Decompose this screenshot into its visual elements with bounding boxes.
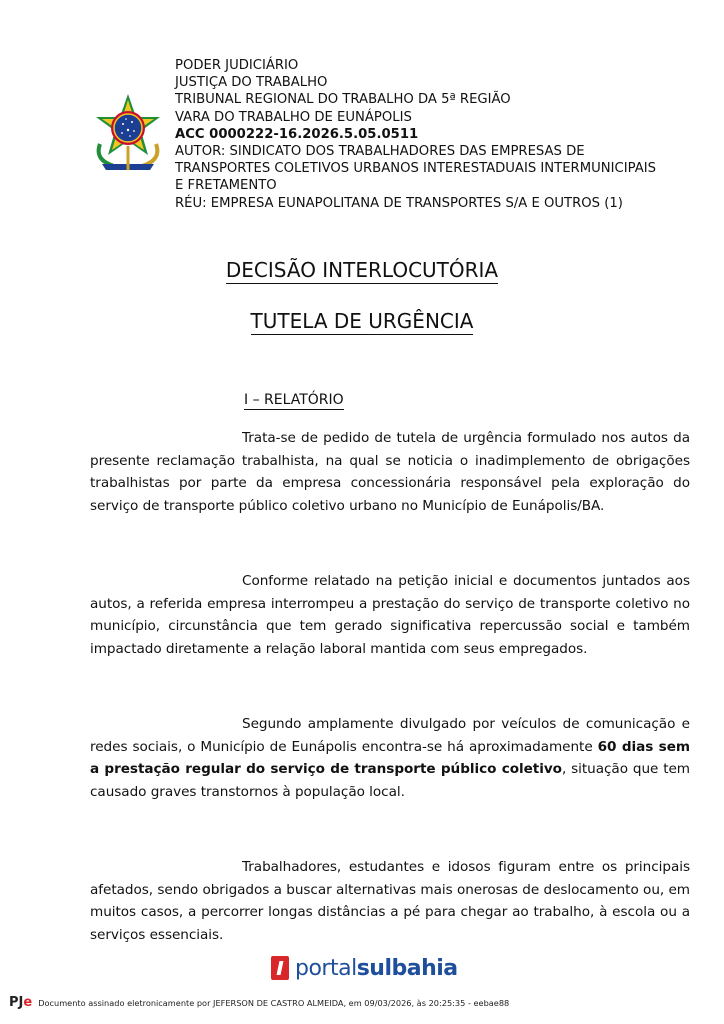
paragraph-3-part-2: , situação que tem causado graves transtornos à população local. [90,761,690,800]
watermark-word-1: portal [295,955,357,981]
watermark-word-2: sulbahia [356,955,458,981]
document-header [175,57,695,212]
paragraph-4: Trabalhadores, estudantes e idosos figuram entre os principais afetados, sendo obrigados a buscar alternativas mais onerosas de deslocamento ou, em muitos casos, a percorrer longas distâncias a pé para chegar ao trabalho, à escola ou a serviços essenciais. [90,859,690,943]
electronic-signature-text: Documento assinado eletronicamente por JEFERSON DE CASTRO ALMEIDA, em 09/03/2026, às 20:25:35 - eebae88 [38,997,510,1008]
author-line: AUTOR: SINDICATO DOS TRABALHADORES DAS EMPRESAS DE [175,144,585,160]
author-line: E FRETAMENTO [175,178,277,194]
header-line: VARA DO TRABALHO DE EUNÁPOLIS [175,109,412,125]
portal-logo-icon [271,956,289,980]
decision-subtitle [0,309,724,333]
case-number: ACC 0000222-16.2026.5.05.0511 [175,126,419,142]
header-line: JUSTIÇA DO TRABALHO [175,75,328,91]
pje-logo-p: PJ [9,995,24,1010]
header-line: TRIBUNAL REGIONAL DO TRABALHO DA 5ª REGIÃO [175,92,511,108]
paragraph-3-bold: 60 dias sem a prestação regular do serviço de transporte público coletivo [90,738,691,777]
pje-logo [9,995,32,1010]
defendant-line: RÉU: EMPRESA EUNAPOLITANA DE TRANSPORTES S/A E OUTROS (1) [175,195,623,211]
paragraph-3 [90,713,690,803]
signature-footer [9,995,509,1010]
decision-title-text: DECISÃO INTERLOCUTÓRIA [225,258,499,282]
pje-logo-e: e [23,995,33,1010]
paragraph-2: Conforme relatado na petição inicial e documentos juntados aos autos, a referida empresa interrompeu a prestação do serviço de transporte coletivo no município, circunstância que tem gerado significativa repercussão social e também impactado diretamente a relação laboral mantida com seus empregados. [90,573,690,657]
brazil-coat-of-arms-icon [92,92,164,174]
decision-subtitle-text: TUTELA DE URGÊNCIA [250,309,474,333]
decision-title [0,258,724,282]
paragraph-1: Trata-se de pedido de tutela de urgência formulado nos autos da presente reclamação trabalhista, na qual se noticia o inadimplemento de obrigações trabalhistas por parte da empresa concessionária responsável pela exploração do serviço de transporte público coletivo urbano no Município de Eunápolis/BA. [90,430,690,514]
section-heading [244,392,344,408]
author-line: TRANSPORTES COLETIVOS URBANOS INTERESTADUAIS INTERMUNICIPAIS [175,161,656,177]
paragraph-3-part-1: Segundo amplamente divulgado por veículos de comunicação e redes sociais, o Município de Eunápolis encontra-se há aproximadamente [90,716,690,755]
portal-sulbahia-watermark [271,955,458,981]
section-heading-text: I – RELATÓRIO [244,392,344,408]
header-line: PODER JUDICIÁRIO [175,58,299,73]
